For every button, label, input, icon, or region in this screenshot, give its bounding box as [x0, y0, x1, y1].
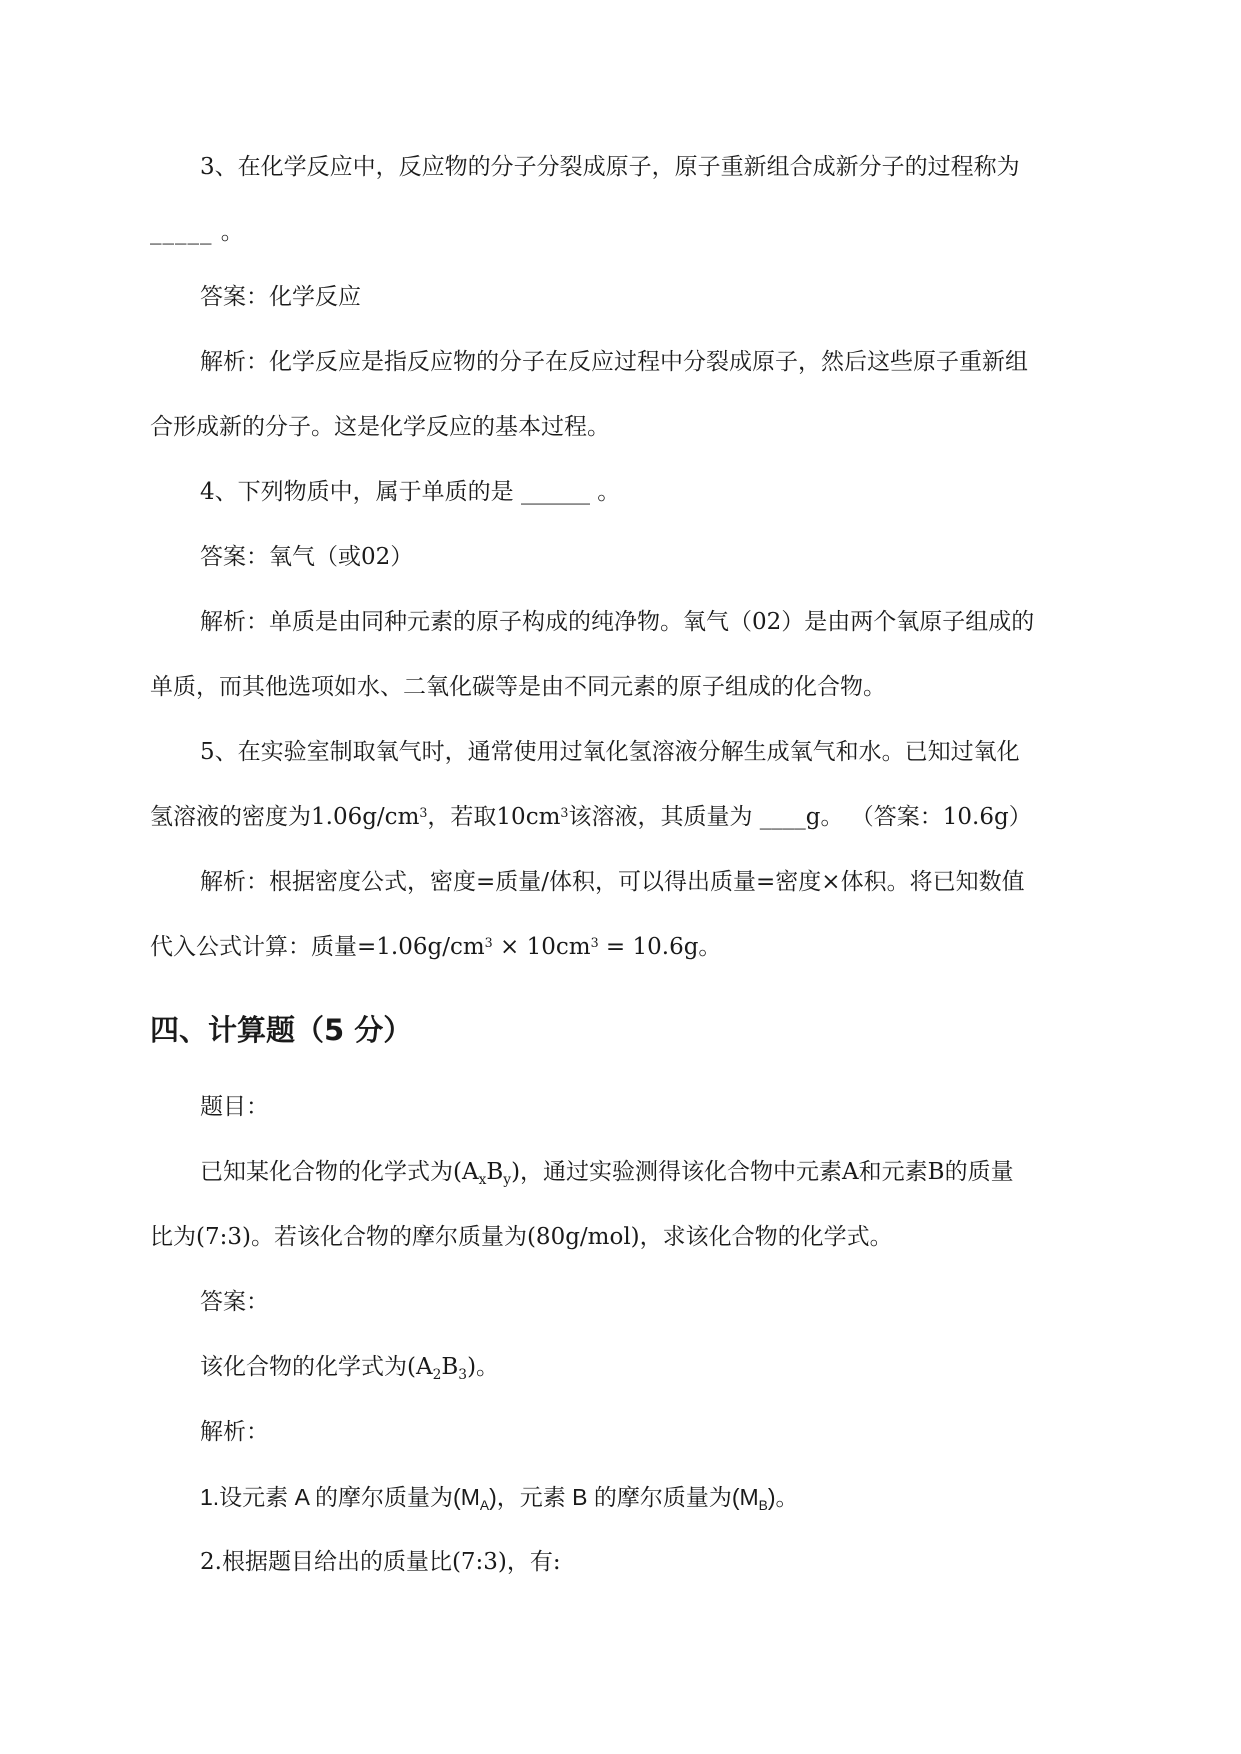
step1-part1: 1.设元素 A 的摩尔质量为(M	[200, 1484, 480, 1510]
q5-mass-blank-text: 该溶液，其质量为 ____g。 （答案：10.6g）	[568, 804, 1032, 830]
problem-text-line2: 比为(7:3)。若该化合物的摩尔质量为(80g/mol)，求该化合物的化学式。	[150, 1224, 893, 1250]
answer-text	[200, 1352, 499, 1382]
q5-calc-part1: 代入公式计算：质量=1.06g/cm	[150, 934, 485, 960]
subscript-a: A	[479, 1498, 490, 1513]
q5-analysis-line2	[150, 932, 721, 962]
q4-text-line1: 4、下列物质中，属于单质的是 ______ 。	[200, 479, 621, 505]
formula-element-b: B	[441, 1354, 459, 1380]
superscript-3: 3	[419, 805, 428, 820]
q3-blank-line: _____ 。	[150, 219, 245, 245]
analysis-step2: 2.根据题目给出的质量比(7:3)，有:	[200, 1549, 561, 1575]
q4-analysis-line1: 解析：单质是由同种元素的原子构成的纯净物。氧气（02）是由两个氧原子组成的	[200, 609, 1035, 635]
formula-element-b: B	[486, 1159, 504, 1185]
q5-calc-part3: = 10.6g。	[598, 934, 722, 960]
answer-formula-suffix: )。	[467, 1354, 500, 1380]
superscript-3: 3	[560, 805, 569, 820]
q3-analysis-line2: 合形成新的分子。这是化学反应的基本过程。	[150, 414, 610, 440]
q5-calc-part2: × 10cm	[492, 934, 591, 960]
problem-title-label: 题目：	[200, 1094, 269, 1120]
superscript-3: 3	[590, 935, 599, 950]
superscript-3: 3	[484, 935, 493, 950]
step1-part2: )，元素 B 的摩尔质量为(M	[489, 1484, 759, 1510]
q5-analysis-line1: 解析：根据密度公式，密度=质量/体积，可以得出质量=密度×体积。将已知数值	[200, 869, 1025, 895]
q5-text-line1: 5、在实验室制取氧气时，通常使用过氧化氢溶液分解生成氧气和水。已知过氧化	[200, 739, 1020, 765]
q5-volume-text: ，若取10cm	[427, 804, 561, 830]
subscript-x: x	[478, 1172, 487, 1188]
subscript-y: y	[503, 1172, 512, 1188]
problem-text-line1	[200, 1157, 1014, 1187]
q5-text-line2	[150, 802, 1032, 832]
q4-analysis-line2: 单质，而其他选项如水、二氧化碳等是由不同元素的原子组成的化合物。	[150, 674, 886, 700]
q5-density-text: 氢溶液的密度为1.06g/cm	[150, 804, 420, 830]
q4-answer: 答案：氧气（或02）	[200, 544, 414, 570]
answer-label: 答案：	[200, 1289, 269, 1315]
q3-answer: 答案：化学反应	[200, 284, 361, 310]
subscript-2: 2	[432, 1367, 442, 1383]
section-heading: 四、计算题（5 分）	[150, 1013, 413, 1047]
subscript-3: 3	[458, 1367, 468, 1383]
problem-formula-prefix: 已知某化合物的化学式为(A	[200, 1159, 479, 1185]
answer-formula-prefix: 该化合物的化学式为(A	[200, 1354, 433, 1380]
subscript-b: B	[758, 1498, 768, 1513]
q3-analysis-line1: 解析：化学反应是指反应物的分子在反应过程中分裂成原子，然后这些原子重新组	[200, 349, 1028, 375]
step1-part3: )。	[767, 1484, 799, 1510]
analysis-label: 解析：	[200, 1419, 269, 1445]
q3-text-line1: 3、在化学反应中，反应物的分子分裂成原子，原子重新组合成新分子的过程称为	[200, 154, 1020, 180]
problem-formula-suffix: )，通过实验测得该化合物中元素A和元素B的质量	[511, 1159, 1014, 1185]
analysis-step1	[200, 1482, 799, 1512]
